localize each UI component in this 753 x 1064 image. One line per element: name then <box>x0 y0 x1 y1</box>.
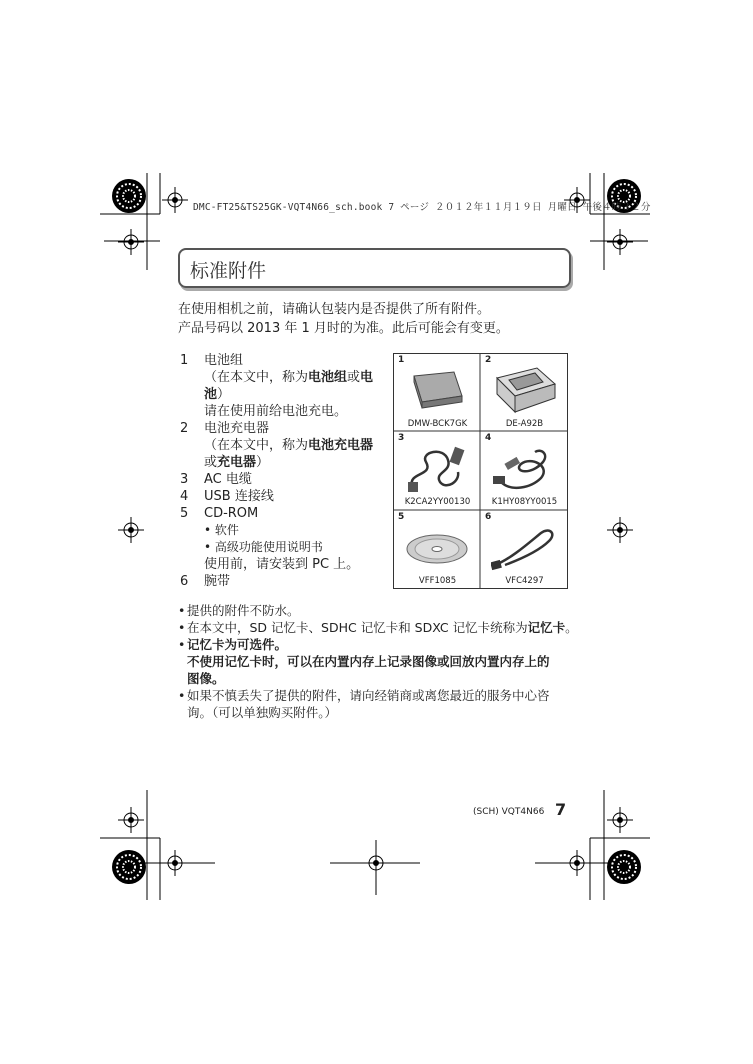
note-continuation <box>178 704 578 721</box>
list-item <box>178 471 378 488</box>
item-number: 2 <box>180 421 189 436</box>
accessory-list <box>178 352 378 590</box>
item-note: 或 <box>204 455 218 470</box>
list-item <box>178 420 378 471</box>
figure-caption: DE-A92B <box>505 419 544 429</box>
battery-icon <box>404 364 470 414</box>
item-number: 5 <box>180 506 189 521</box>
figure-cell <box>481 432 568 510</box>
intro-line-2: 产品号码以 2013 年 1 月时的为准。此后可能会有变更。 <box>178 321 509 336</box>
figure-number: 2 <box>485 355 492 365</box>
item-note: ） <box>256 455 270 470</box>
figure-caption: DMW-BCK7GK <box>407 419 468 429</box>
figure-caption: K2CA2YY00130 <box>404 497 471 507</box>
item-number: 6 <box>180 574 189 589</box>
note-continuation <box>178 670 578 687</box>
item-name: 电池充电器 <box>204 421 270 436</box>
list-item <box>178 505 378 573</box>
figure-number: 4 <box>485 433 492 443</box>
note-text: 。 <box>565 620 578 635</box>
term-battery-pack: 电池组 <box>308 370 348 385</box>
footer-model-code: (SCH) VQT4N66 <box>473 807 545 817</box>
item-note: （在本文中，称为 <box>204 370 309 385</box>
figure-cell <box>481 354 568 432</box>
print-header: DMC-FT25&TS25GK-VQT4N66_sch.book 7 ページ ２０１２年１１月１９日 月曜日 午後４時３２分 <box>193 202 651 213</box>
notes-section <box>178 602 578 721</box>
figure-cell <box>394 354 481 432</box>
item-subnote: • 高级功能使用说明书 <box>204 540 323 554</box>
item-name: CD-ROM <box>204 506 259 521</box>
figure-number: 3 <box>398 433 405 443</box>
item-number: 3 <box>180 472 189 487</box>
item-name: 电池组 <box>204 353 244 368</box>
term-battery: 电 <box>360 370 374 385</box>
page-number: 7 <box>555 800 567 819</box>
list-item <box>178 573 378 590</box>
figure-number: 5 <box>398 512 405 522</box>
figure-cell <box>394 511 481 589</box>
item-note: 请在使用前给电池充电。 <box>204 404 348 419</box>
term-battery-cont: 池 <box>204 387 218 402</box>
strap-icon <box>491 521 557 573</box>
note-text: 询。（可以单独购买附件。） <box>187 705 338 720</box>
note-item <box>178 619 578 636</box>
item-name: AC 电缆 <box>204 472 252 487</box>
cd-rom-icon <box>404 521 470 573</box>
note-text-bold: 记忆卡为可选件。 <box>187 637 288 652</box>
item-subnote: • 软件 <box>204 523 239 537</box>
figure-cell <box>394 432 481 510</box>
usb-cable-icon <box>491 442 557 494</box>
item-subnote: 使用前，请安装到 PC 上。 <box>204 557 360 572</box>
figure-number: 1 <box>398 355 405 365</box>
item-name: 腕带 <box>204 574 231 589</box>
term-charger: 充电器 <box>217 455 257 470</box>
figure-caption: VFF1085 <box>418 576 457 586</box>
item-number: 4 <box>180 489 189 504</box>
charger-icon <box>491 364 557 416</box>
note-text-bold: 图像。 <box>187 671 225 686</box>
item-note: ） <box>217 387 231 402</box>
figure-cell <box>481 511 568 589</box>
item-number: 1 <box>180 353 189 368</box>
note-continuation <box>178 653 578 670</box>
note-text: 提供的附件不防水。 <box>187 603 300 618</box>
term-charger-full: 电池充电器 <box>308 438 374 453</box>
item-note: （在本文中，称为 <box>204 438 309 453</box>
list-item <box>178 352 378 420</box>
note-text: 在本文中，SD 记忆卡、SDHC 记忆卡和 SDXC 记忆卡统称为 <box>187 620 528 635</box>
intro-line-1: 在使用相机之前，请确认包装内是否提供了所有附件。 <box>178 302 491 317</box>
note-item <box>178 636 578 653</box>
note-item <box>178 602 578 619</box>
list-item <box>178 488 378 505</box>
note-item <box>178 687 578 704</box>
section-title: 标准附件 <box>190 260 267 282</box>
term-memory-card: 记忆卡 <box>527 620 566 635</box>
figure-caption: K1HY08YY0015 <box>491 497 558 507</box>
note-text: 如果不慎丢失了提供的附件，请向经销商或离您最近的服务中心咨 <box>187 688 550 703</box>
figure-caption: VFC4297 <box>505 576 544 586</box>
note-text-bold: 不使用记忆卡时，可以在内置内存上记录图像或回放内置内存上的 <box>187 654 550 669</box>
item-name: USB 连接线 <box>204 489 274 504</box>
figure-number: 6 <box>485 512 492 522</box>
item-note: 或 <box>347 370 361 385</box>
ac-cable-icon <box>404 442 470 494</box>
accessory-figure-grid <box>393 353 568 589</box>
